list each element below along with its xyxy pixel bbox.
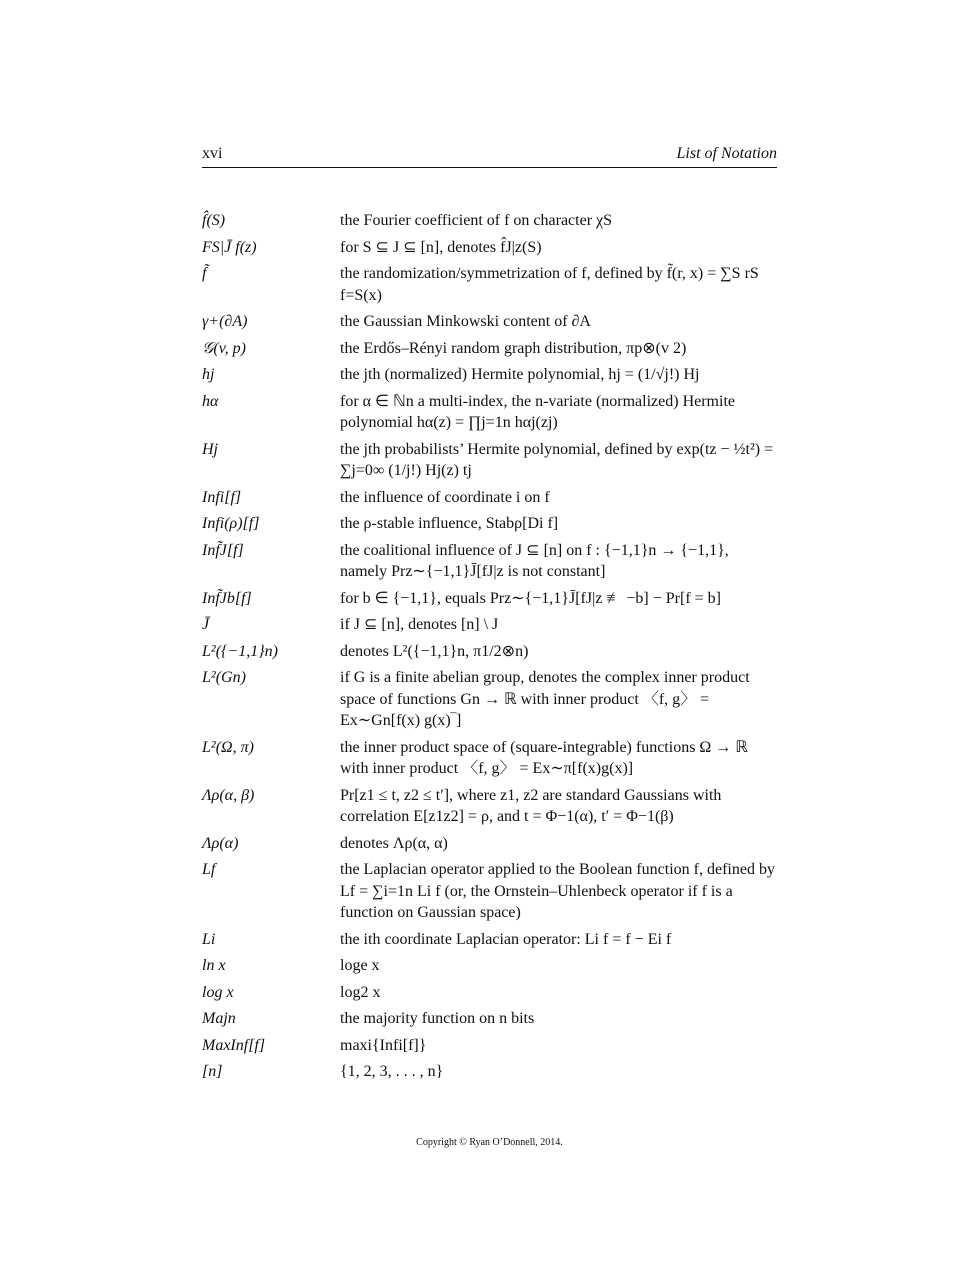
notation-description: the jth (normalized) Hermite polynomial, hj = (1/√j!) Hj: [340, 366, 700, 383]
running-header: [202, 145, 777, 168]
notation-entry: [202, 1008, 777, 1030]
notation-symbol: Λρ(α): [202, 834, 239, 852]
notation-symbol: γ+(∂A): [202, 313, 248, 330]
notation-entry: [202, 439, 777, 482]
notation-description: the inner product space of (square-integrable) functions Ω → ℝ with inner product 〈f, g〉 = Ex∼π[f(x)g(x)]: [340, 738, 748, 777]
notation-entry: [202, 237, 777, 259]
notation-symbol: log x: [202, 983, 234, 1001]
notation-symbol: hα: [202, 392, 219, 410]
notation-symbol: f̃: [202, 265, 207, 282]
notation-entry: [202, 513, 777, 535]
notation-symbol: MaxInf[f]: [202, 1036, 266, 1054]
notation-description: the Gaussian Minkowski content of ∂A: [340, 313, 591, 330]
notation-symbol: Li: [202, 930, 216, 948]
notation-description: for S ⊆ J ⊆ [n], denotes f̂J|z(S): [340, 238, 542, 256]
notation-entry: [202, 785, 777, 828]
notation-description: the Erdős–Rényi random graph distribution, πp⊗(v 2): [340, 339, 687, 357]
notation-description: the Fourier coefficient of f on character χS: [340, 212, 613, 229]
notation-description: denotes L²({−1,1}n, π1/2⊗n): [340, 642, 529, 660]
notation-description: denotes Λρ(α, α): [340, 834, 448, 852]
notation-description: if G is a finite abelian group, denotes the complex inner product space of functions Gn → ℝ with inner product 〈f, g〉 = Ex∼Gn[f(x) g(x)‾]: [340, 669, 750, 729]
notation-entry: [202, 982, 777, 1004]
notation-symbol: FS|J̄ f(z): [202, 238, 257, 256]
notation-symbol: f̂(S): [202, 212, 226, 229]
notation-entry: [202, 955, 777, 977]
notation-entry: [202, 210, 777, 232]
notation-entry: [202, 641, 777, 663]
notation-description: for α ∈ ℕn a multi-index, the n-variate (normalized) Hermite polynomial hα(z) = ∏j=1n hαj(zj): [340, 392, 735, 431]
notation-description: for b ∈ {−1,1}, equals Prz∼{−1,1}J̄[fJ|z ≢ −b] − Pr[f = b]: [340, 589, 721, 607]
notation-symbol: J̄: [202, 616, 210, 633]
notation-description: maxi{Infi[f]}: [340, 1036, 427, 1054]
notation-description: the ith coordinate Laplacian operator: Li f = f − Ei f: [340, 930, 672, 948]
notation-symbol: Hj: [202, 440, 218, 458]
notation-description: the influence of coordinate i on f: [340, 488, 550, 506]
notation-list: [202, 210, 777, 1088]
notation-symbol: hj: [202, 366, 215, 383]
notation-symbol: L²(Ω, π): [202, 738, 254, 756]
notation-entry: [202, 1061, 777, 1083]
page-number: xvi: [202, 145, 223, 162]
notation-symbol: ln x: [202, 957, 226, 974]
notation-entry: [202, 859, 777, 924]
notation-symbol: L²({−1,1}n): [202, 642, 278, 660]
notation-symbol: Infi[f]: [202, 488, 242, 506]
running-title: List of Notation: [676, 145, 777, 162]
notation-entry: [202, 311, 777, 333]
notation-entry: [202, 1035, 777, 1057]
notation-entry: [202, 391, 777, 434]
copyright-footer: Copyright © Ryan O’Donnell, 2014.: [416, 1137, 563, 1148]
notation-entry: [202, 588, 777, 610]
notation-description: loge x: [340, 957, 380, 974]
notation-symbol: L²(Gn): [202, 669, 246, 686]
notation-description: the ρ-stable influence, Stabρ[Di f]: [340, 515, 559, 532]
notation-entry: [202, 667, 777, 732]
notation-symbol: Infi(ρ)[f]: [202, 515, 260, 532]
notation-symbol: [n]: [202, 1063, 223, 1080]
notation-description: the Laplacian operator applied to the Boolean function f, defined by Lf = ∑i=1n Li f (or, the Ornstein–Uhlenbeck operator if f is a function on Gaussian space): [340, 861, 775, 921]
notation-description: if J ⊆ [n], denotes [n] \ J: [340, 616, 499, 633]
notation-description: the coalitional influence of J ⊆ [n] on f : {−1,1}n → {−1,1}, namely Prz∼{−1,1}J̄[fJ|z is not constant]: [340, 541, 729, 580]
notation-entry: [202, 540, 777, 583]
notation-description: the randomization/symmetrization of f, defined by f̃(r, x) = ∑S rS f=S(x): [340, 265, 759, 304]
notation-entry: [202, 338, 777, 360]
notation-symbol: 𝒢(v, p): [202, 339, 246, 357]
book-page: [202, 0, 777, 1267]
notation-description: the majority function on n bits: [340, 1010, 535, 1027]
notation-entry: [202, 737, 777, 780]
notation-entry: [202, 364, 777, 386]
notation-symbol: Inf̃Jb[f]: [202, 589, 252, 607]
notation-symbol: Lf: [202, 861, 216, 878]
notation-entry: [202, 929, 777, 951]
notation-entry: [202, 487, 777, 509]
notation-description: {1, 2, 3, . . . , n}: [340, 1063, 444, 1080]
notation-symbol: Λρ(α, β): [202, 786, 255, 804]
notation-description: Pr[z1 ≤ t, z2 ≤ t′], where z1, z2 are standard Gaussians with correlation E[z1z2] = ρ, and t = Φ−1(α), t′ = Φ−1(β): [340, 786, 722, 825]
notation-symbol: Majn: [202, 1010, 236, 1027]
notation-entry: [202, 614, 777, 636]
notation-entry: [202, 263, 777, 306]
notation-entry: [202, 833, 777, 855]
notation-description: log2 x: [340, 983, 381, 1001]
notation-symbol: Inf̃J[f]: [202, 541, 244, 559]
notation-description: the jth probabilists’ Hermite polynomial, defined by exp(tz − ½t²) = ∑j=0∞ (1/j!) Hj(z) tj: [340, 440, 774, 479]
